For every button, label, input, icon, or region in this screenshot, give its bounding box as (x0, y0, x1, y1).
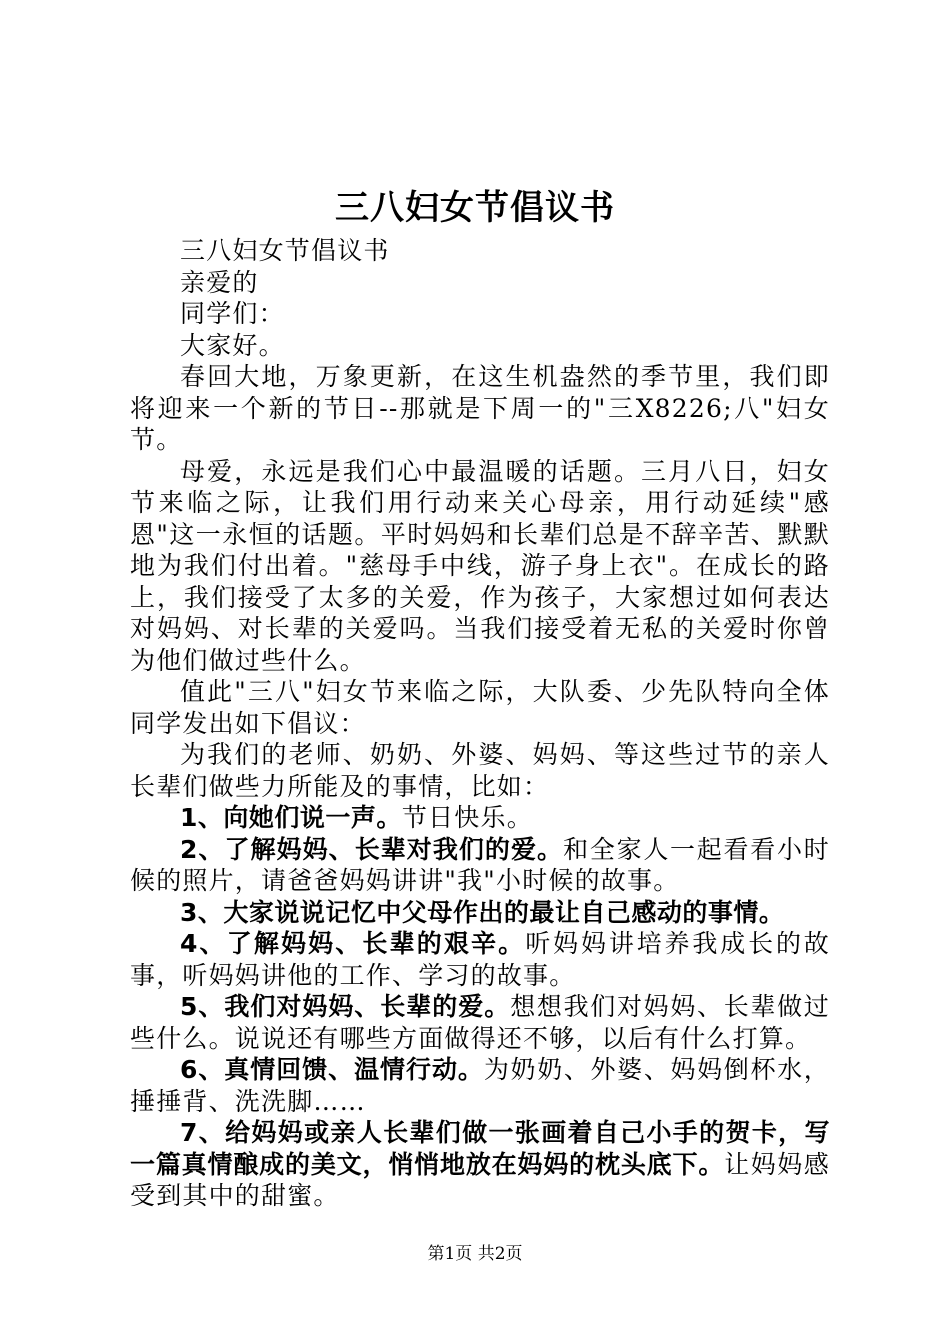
proposal-item-heading: 1、向她们说一声。 (180, 803, 402, 832)
paragraph (130, 235, 830, 267)
proposal-item-heading: 5、我们对妈妈、长辈的爱。 (180, 992, 511, 1021)
proposal-item (130, 991, 830, 1054)
proposal-item (130, 897, 830, 929)
paragraph (130, 267, 830, 299)
proposal-item (130, 928, 830, 991)
proposal-item-heading: 2、了解妈妈、长辈对我们的爱。 (180, 834, 564, 864)
paragraph (130, 298, 830, 330)
proposal-item-text: 为奶奶、外婆、妈妈倒杯水，捶捶背、洗洗脚…… (130, 1055, 830, 1116)
proposal-item (130, 1054, 830, 1117)
paragraph (130, 456, 830, 677)
proposal-item-text: 听妈妈讲培养我成长的故事，听妈妈讲他的工作、学习的故事。 (130, 929, 830, 990)
paragraph-text: 三八妇女节倡议书 (180, 236, 390, 265)
paragraph-text: 春回大地，万象更新，在这生机盎然的季节里，我们即将迎来一个新的节日--那就是下周一的"三X8226;八"妇女节。 (130, 362, 830, 454)
paragraph (130, 330, 830, 362)
proposal-item (130, 802, 830, 834)
proposal-item-heading: 4、了解妈妈、长辈的艰辛。 (180, 929, 526, 958)
paragraph-text: 母爱，永远是我们心中最温暖的话题。三月八日，妇女节来临之际，让我们用行动来关心母亲，用行动延续"感恩"这一永恒的话题。平时妈妈和长辈们总是不辞辛苦、默默地为我们付出着。"慈母手中线，游子身上衣"。在成长的路上，我们接受了太多的关爱，作为孩子，大家想过如何表达对妈妈、对长辈的关爱吗。当我们接受着无私的关爱时你曾为他们做过些什么。 (130, 456, 830, 675)
page-number-footer: 第1页 共2页 (427, 1244, 523, 1264)
document-body (130, 235, 830, 1212)
proposal-item-heading: 6、真情回馈、温情行动。 (180, 1055, 484, 1084)
proposal-item-text: 让妈妈感受到其中的甜蜜。 (130, 1149, 830, 1210)
proposal-item-heading: 3、大家说说记忆中父母作出的最让自己感动的事情。 (180, 897, 785, 927)
proposal-item-text: 和全家人一起看看小时候的照片，请爸爸妈妈讲讲"我"小时候的故事。 (130, 834, 830, 895)
proposal-item-heading: 7、给妈妈或亲人长辈们做一张画着自己小手的贺卡，写一篇真情酿成的美文，悄悄地放在妈妈的枕头底下。 (130, 1118, 830, 1179)
document-title: 三八妇女节倡议书 (335, 188, 615, 228)
paragraph-text: 亲爱的 (180, 267, 259, 297)
paragraph (130, 361, 830, 456)
paragraph-text: 大家好。 (180, 330, 285, 360)
proposal-item (130, 1117, 830, 1212)
proposal-item-text: 节日快乐。 (401, 803, 533, 832)
proposal-item-text: 想想我们对妈妈、长辈做过些什么。说说还有哪些方面做得还不够，以后有什么打算。 (130, 992, 830, 1053)
paragraph-text: 值此"三八"妇女节来临之际，大队委、少先队特向全体同学发出如下倡议： (130, 677, 830, 738)
proposal-item (130, 834, 830, 897)
paragraph (130, 739, 830, 802)
paragraph-text: 同学们： (180, 299, 285, 328)
paragraph-text: 为我们的老师、奶奶、外婆、妈妈、等这些过节的亲人长辈们做些力所能及的事情，比如： (130, 740, 830, 801)
paragraph (130, 676, 830, 739)
